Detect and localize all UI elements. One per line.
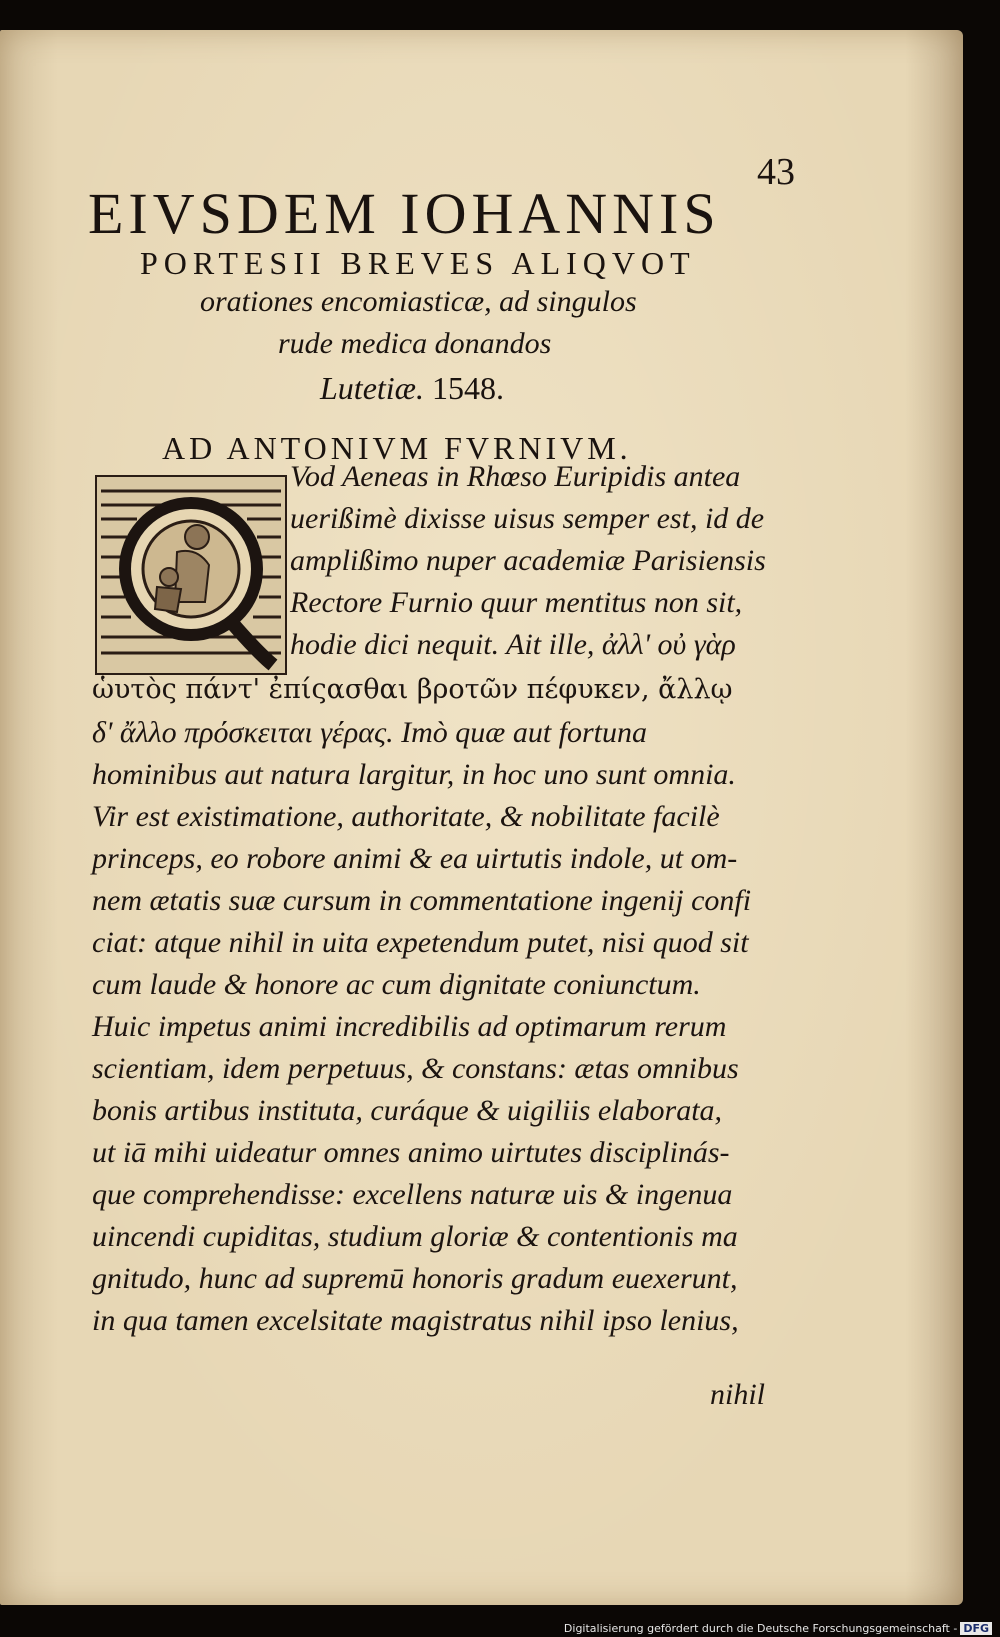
text-line: hominibus aut natura largitur, in hoc uno sunt omnia. (92, 758, 736, 791)
page-number: 43 (757, 151, 795, 193)
text-line: scientiam, idem perpetuus, & constans: ætas omnibus (92, 1052, 739, 1085)
text-line: princeps, eo robore animi & ea uirtutis indole, ut om- (92, 842, 738, 875)
text-line: uerißimè dixisse uisus semper est, id de (290, 502, 765, 535)
footer-text: Digitalisierung gefördert durch die Deutsche Forschungsgemeinschaft - (563, 1622, 958, 1635)
text-line: Huic impetus animi incredibilis ad optimarum rerum (92, 1010, 727, 1043)
dateline-city: Lutetiæ. (320, 370, 425, 406)
text-line: Vod Aeneas in Rhœso Euripidis antea (290, 460, 741, 493)
page-subtitle: PORTESII BREVES ALIQVOT (140, 245, 696, 281)
text-line: δ' ἄλλο πρόσκειται γέρας. Imò quæ aut fortuna (92, 716, 647, 749)
text-line: Rectore Furnio quur mentitus non sit, (290, 586, 743, 619)
text-line: ut iā mihi uideatur omnes animo uirtutes disciplinás- (92, 1136, 730, 1169)
text-line: gnitudo, hunc ad supremū honoris gradum euexerunt, (92, 1262, 738, 1295)
text-line: nem ætatis suæ cursum in commentatione ingenij confi (92, 884, 752, 917)
page-title: EIVSDEM IOHANNIS (88, 181, 721, 246)
catchword: nihil (710, 1378, 766, 1411)
footer-credit (564, 1622, 992, 1635)
text-line: cum laude & honore ac cum dignitate coniunctum. (92, 968, 701, 1001)
heading-line-2: rude medica donandos (278, 327, 552, 360)
greek-text-line: ὡυτὸς πάντ' ἐπίςασθαι βροτῶν πέφυκεν, ἄλλῳ (92, 674, 733, 705)
text-line: in qua tamen excelsitate magistratus nihil ipso lenius, (92, 1304, 739, 1337)
heading-line-1: orationes encomiasticæ, ad singulos (200, 285, 637, 318)
text-line: ciat: atque nihil in uita expetendum putet, nisi quod sit (92, 926, 749, 959)
dfg-logo-icon: DFG (960, 1622, 992, 1635)
text-line: amplißimo nuper academiæ Parisiensis (290, 544, 766, 577)
text-line: bonis artibus instituta, curáque & uigiliis elaborata, (92, 1094, 723, 1127)
text-line: uincendi cupiditas, studium gloriæ & contentionis ma (92, 1220, 738, 1253)
decorated-initial-q-icon (95, 475, 287, 675)
text-line: Vir est existimatione, authoritate, & nobilitate facilè (92, 800, 720, 833)
text-line: que comprehendisse: excellens naturæ uis & ingenua (92, 1178, 733, 1211)
dedication-heading: AD ANTONIVM FVRNIVM. (162, 430, 632, 466)
dateline (320, 370, 504, 407)
text-line: hodie dici nequit. Ait ille, ἀλλ' οὐ γὰρ (290, 628, 736, 661)
dateline-year: 1548. (432, 370, 505, 406)
woodcut-initial-icon (97, 477, 285, 673)
